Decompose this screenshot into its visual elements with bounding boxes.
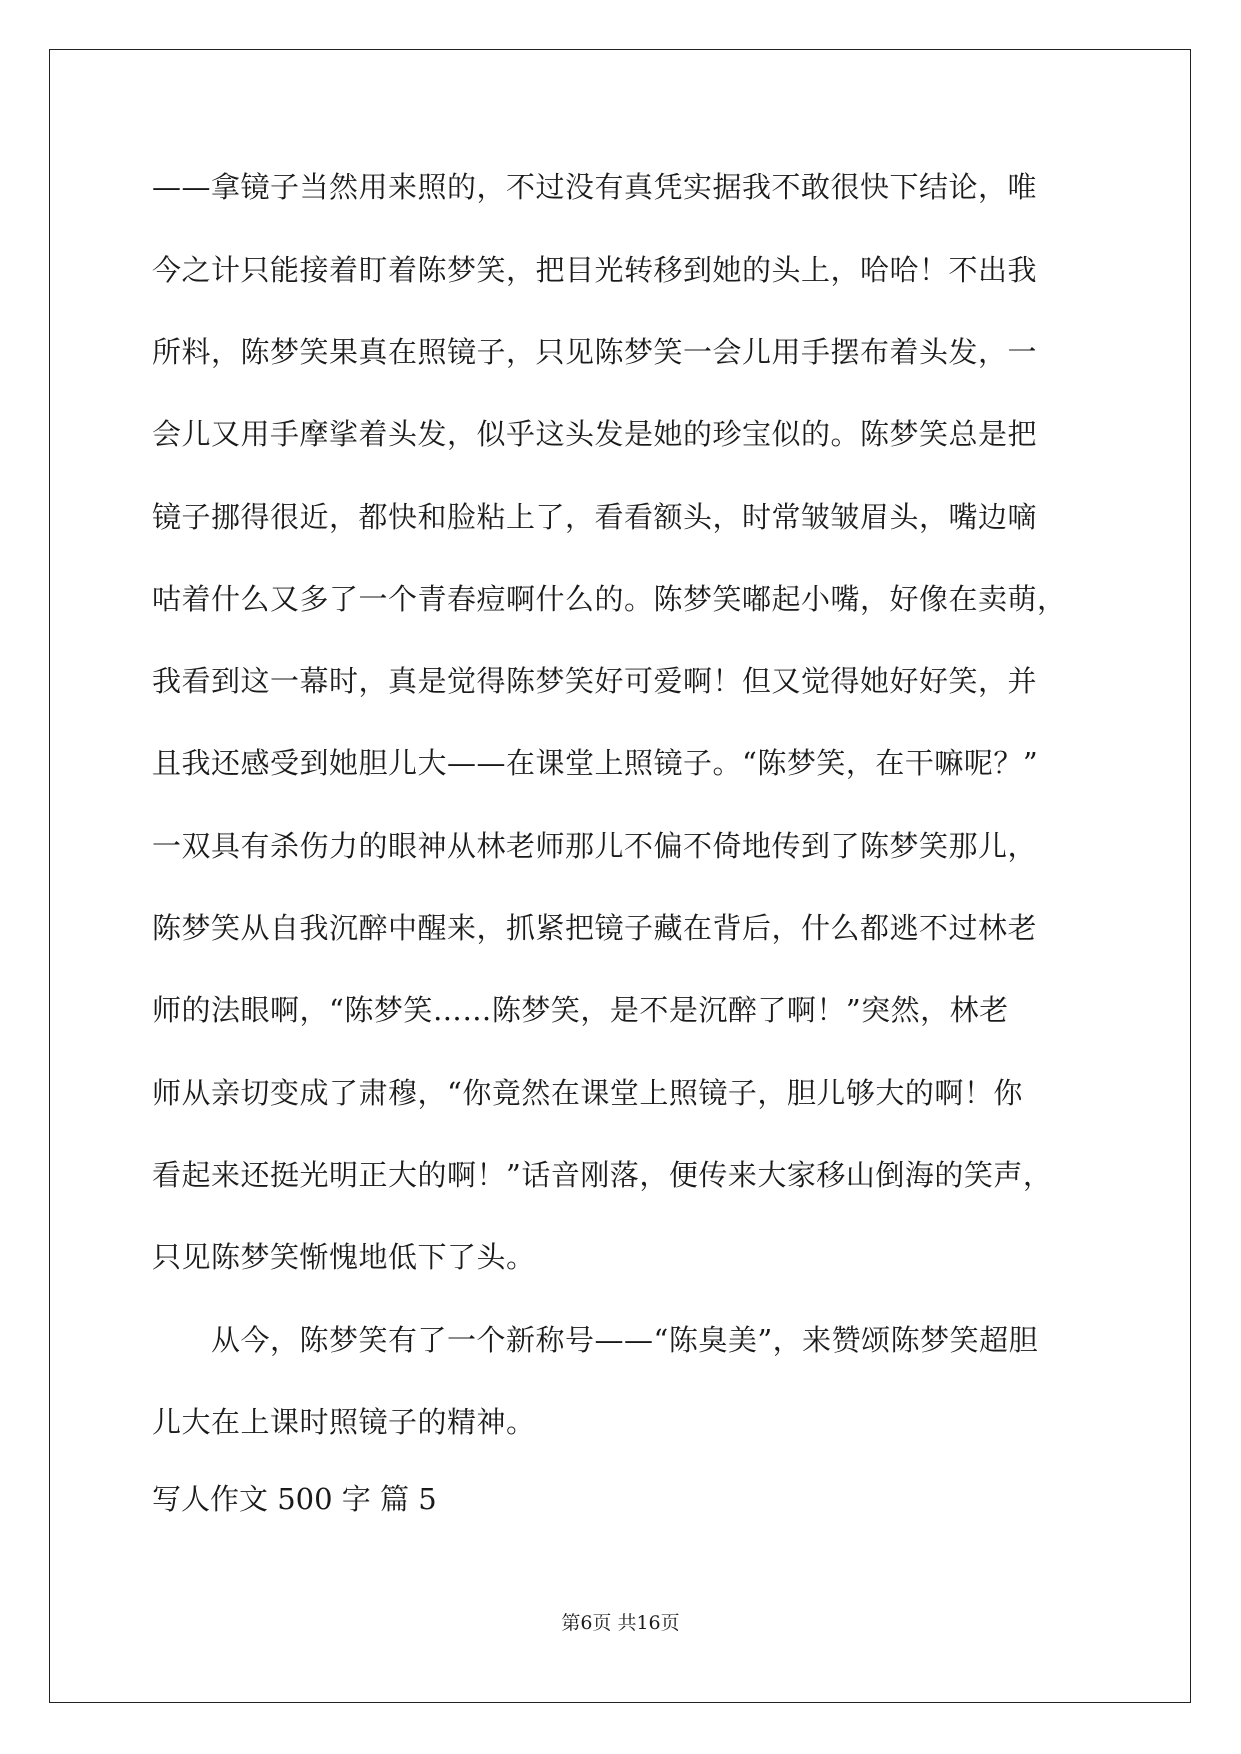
text-line: 我看到这一幕时，真是觉得陈梦笑好可爱啊！但又觉得她好好笑，并 (152, 664, 1038, 698)
page-number-footer: 第6页 共16页 (561, 1612, 680, 1634)
text-line: 会儿又用手摩挲着头发，似乎这头发是她的珍宝似的。陈梦笑总是把 (152, 417, 1038, 451)
text-line: 儿大在上课时照镜子的精神。 (152, 1405, 536, 1439)
text-line: 从今，陈梦笑有了一个新称号——“陈臭美”，来赞颂陈梦笑超胆 (211, 1323, 1039, 1357)
text-line: ——拿镜子当然用来照的，不过没有真凭实据我不敢很快下结论，唯 (152, 170, 1038, 204)
text-line: 只见陈梦笑惭愧地低下了头。 (152, 1240, 536, 1274)
text-line: 看起来还挺光明正大的啊！”话音刚落，便传来大家移山倒海的笑声， (152, 1158, 1053, 1192)
text-line: 所料，陈梦笑果真在照镜子，只见陈梦笑一会儿用手摆布着头发，一 (152, 335, 1038, 369)
text-line: 陈梦笑从自我沉醉中醒来，抓紧把镜子藏在背后，什么都逃不过林老 (152, 911, 1038, 945)
text-line: 且我还感受到她胆儿大——在课堂上照镜子。“陈梦笑，在干嘛呢？” (152, 746, 1039, 780)
page-border (49, 49, 1191, 1703)
text-line: 师从亲切变成了肃穆，“你竟然在课堂上照镜子，胆儿够大的啊！你 (152, 1076, 1023, 1110)
text-line: 咕着什么又多了一个青春痘啊什么的。陈梦笑嘟起小嘴，好像在卖萌， (152, 582, 1067, 616)
text-line: 一双具有杀伤力的眼神从林老师那儿不偏不倚地传到了陈梦笑那儿， (152, 829, 1038, 863)
section-heading: 写人作文 500 字 篇 5 (152, 1482, 437, 1516)
text-line: 今之计只能接着盯着陈梦笑，把目光转移到她的头上，哈哈！不出我 (152, 253, 1038, 287)
text-line: 师的法眼啊，“陈梦笑……陈梦笑，是不是沉醉了啊！”突然，林老 (152, 993, 1009, 1027)
text-line: 镜子挪得很近，都快和脸粘上了，看看额头，时常皱皱眉头，嘴边嘀 (152, 500, 1038, 534)
